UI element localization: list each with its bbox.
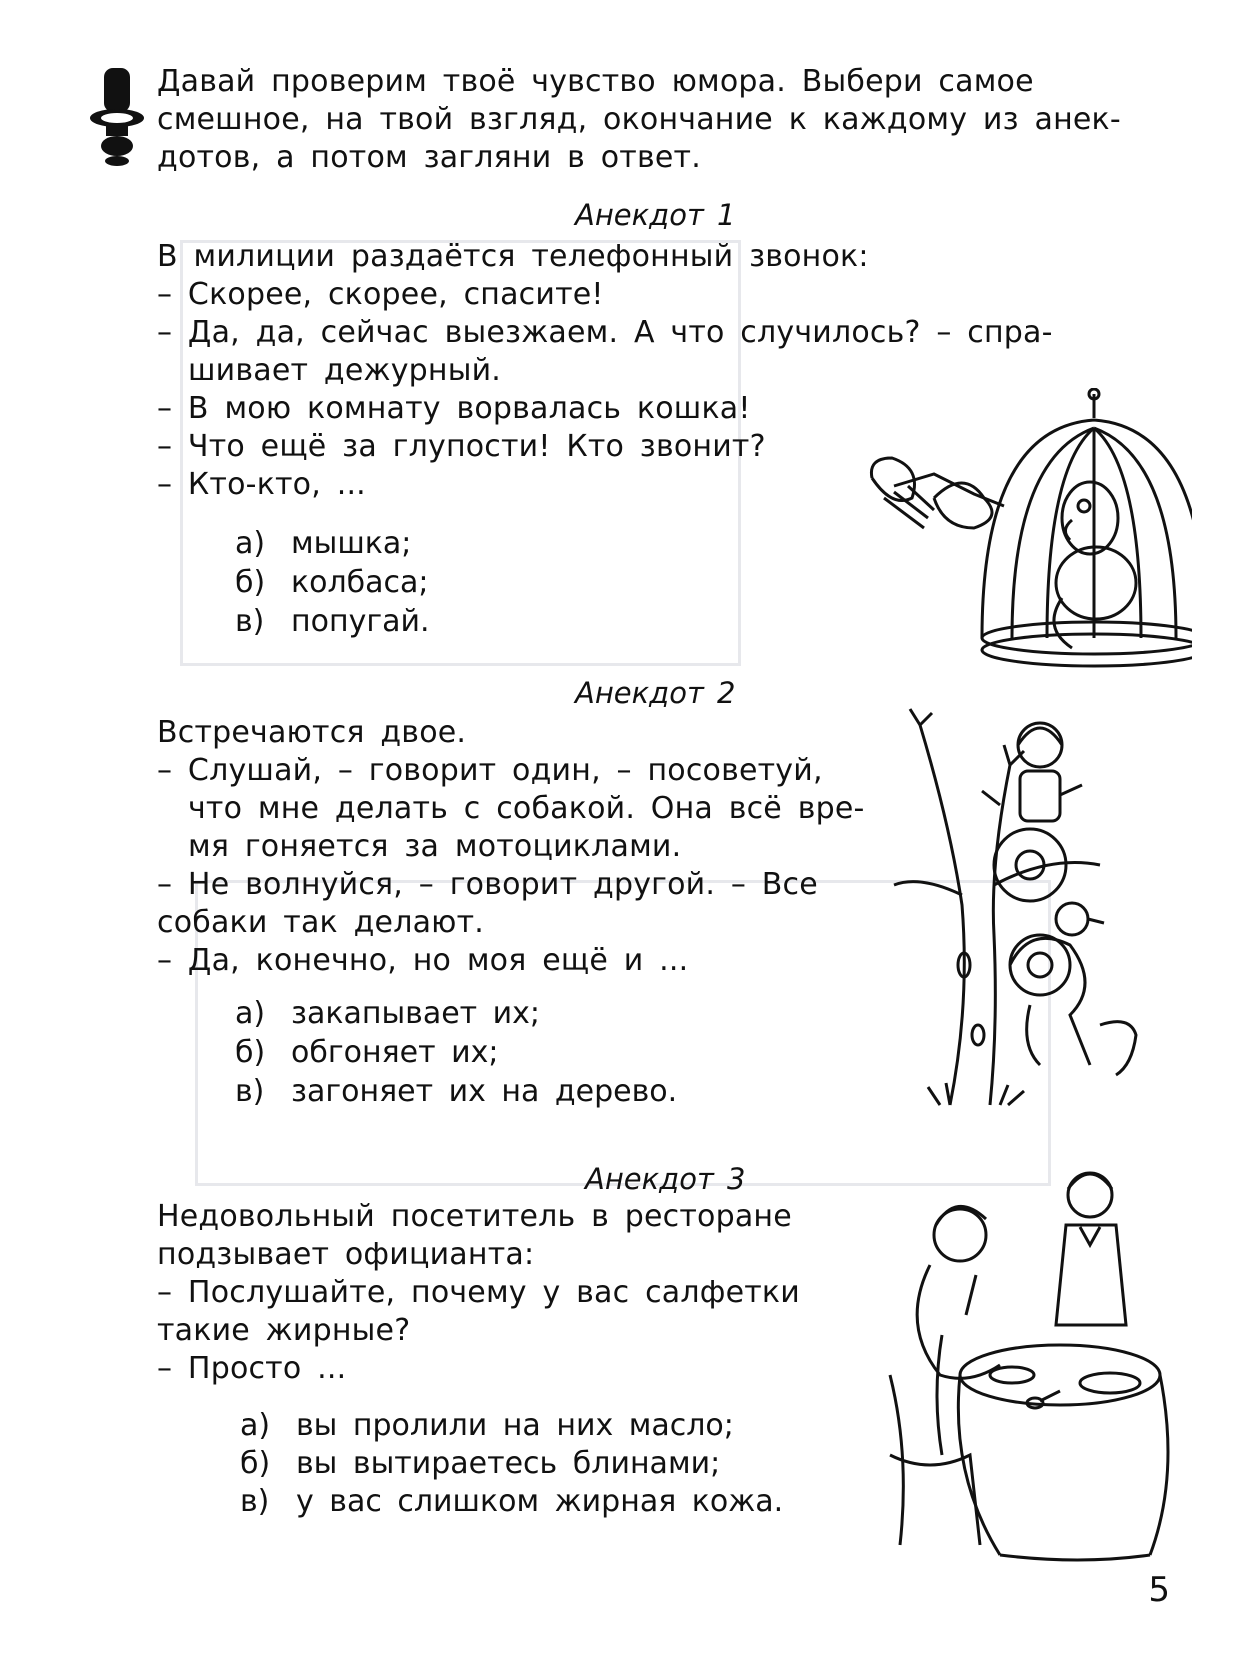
exclamation-icon (86, 66, 148, 170)
joke3-option-b: б) вы вытираетесь блинами; (240, 1446, 721, 1481)
joke2-title: Анекдот 2 (575, 676, 736, 710)
intro-line: смешное, на твой взгляд, окончание к каждому из анек- (157, 102, 1121, 137)
joke1-line: – Что ещё за глупости! Кто звонит? (157, 429, 766, 464)
joke2-line: – Слушай, – говорит один, – посоветуй, (157, 753, 823, 788)
joke1-option-b: б) колбаса; (235, 565, 429, 600)
joke3-line: – Просто ... (157, 1351, 347, 1386)
motorcycle-tree-dog-illustration (890, 705, 1140, 1110)
intro-line: Давай проверим твоё чувство юмора. Выбери самое (157, 64, 1034, 99)
joke1-line: – Кто-кто, ... (157, 467, 366, 502)
joke2-line: – Не волнуйся, – говорит другой. – Все (157, 867, 818, 902)
joke1-line: – Да, да, сейчас выезжаем. А что случилось? – спра- (157, 315, 1053, 350)
joke2-line: мя гоняется за мотоциклами. (188, 829, 682, 864)
page-number: 5 (1148, 1570, 1170, 1610)
joke1-line: – Скорее, скорее, спасите! (157, 277, 604, 312)
joke1-option-c: в) попугай. (235, 604, 430, 639)
intro-line: дотов, а потом загляни в ответ. (157, 140, 701, 175)
restaurant-illustration (880, 1165, 1180, 1565)
joke2-line: Встречаются двое. (157, 715, 467, 750)
joke1-line: – В мою комнату ворвалась кошка! (157, 391, 751, 426)
joke2-option-a: а) закапывает их; (235, 996, 541, 1031)
parrot-cage-illustration (862, 388, 1192, 688)
joke2-line: собаки так делают. (157, 905, 485, 940)
joke2-option-c: в) загоняет их на дерево. (235, 1074, 678, 1109)
joke1-line: шивает дежурный. (188, 353, 502, 388)
joke1-title: Анекдот 1 (575, 198, 736, 232)
joke1-option-a: а) мышка; (235, 526, 412, 561)
joke2-line: – Да, конечно, но моя ещё и ... (157, 943, 689, 978)
joke1-line: В милиции раздаётся телефонный звонок: (157, 239, 869, 274)
joke3-option-a: а) вы пролили на них масло; (240, 1408, 734, 1443)
joke3-line: подзывает официанта: (157, 1237, 535, 1272)
joke3-option-c: в) у вас слишком жирная кожа. (240, 1484, 784, 1519)
joke2-line: что мне делать с собакой. Она всё вре- (188, 791, 865, 826)
joke3-line: Недовольный посетитель в ресторане (157, 1199, 792, 1234)
joke3-line: такие жирные? (157, 1313, 411, 1348)
joke2-option-b: б) обгоняет их; (235, 1035, 499, 1070)
joke3-title: Анекдот 3 (585, 1162, 746, 1196)
joke3-line: – Послушайте, почему у вас салфетки (157, 1275, 800, 1310)
